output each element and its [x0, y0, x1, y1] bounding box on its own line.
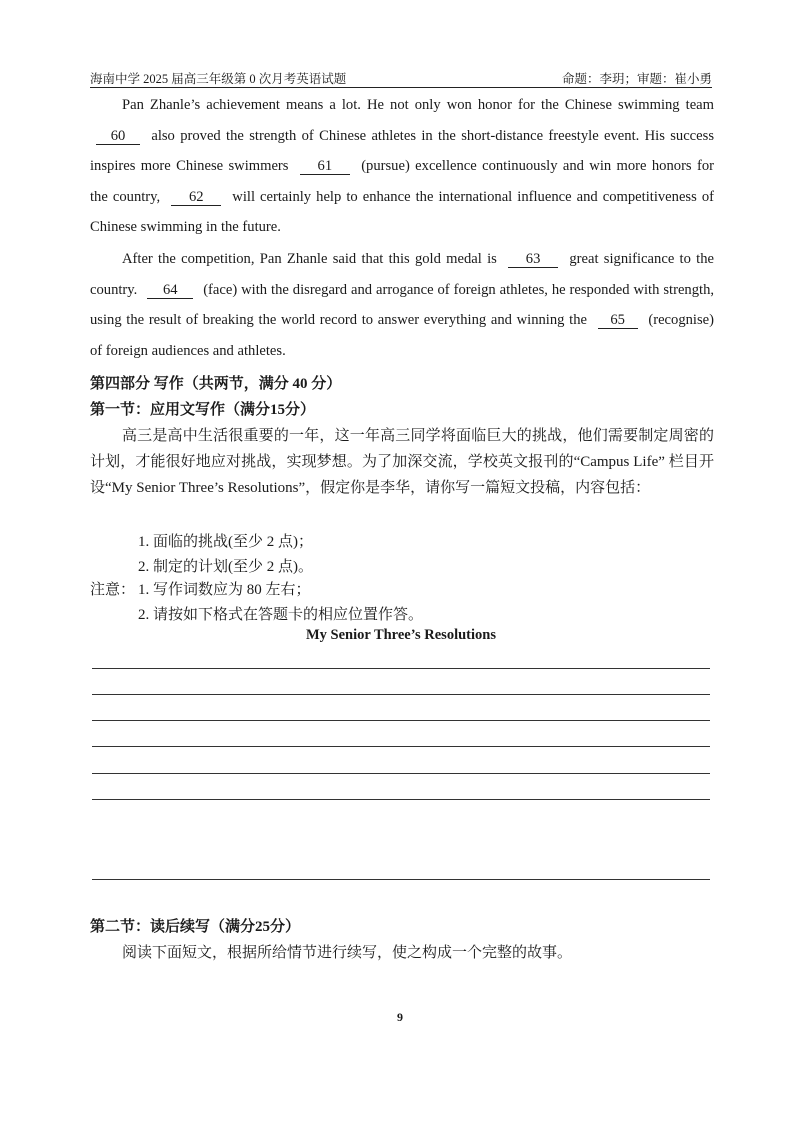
text: will certainly help to enhance the international influence and competitiveness of Chinese swimming in the future. — [90, 188, 714, 235]
text: Pan Zhanle’s achievement means a lot. He not only won honor for the Chinese swimming team — [122, 97, 714, 113]
blank-61[interactable]: 61 — [300, 159, 350, 175]
requirement-item-2: 2. 制定的计划(至少 2 点)。 — [138, 559, 313, 575]
page-header — [90, 67, 712, 88]
blank-60[interactable]: 60 — [96, 129, 140, 145]
text: great significance to the country. — [90, 251, 714, 298]
note-item-1: 1. 写作词数应为 80 左右； — [138, 582, 311, 598]
part4-title: 第四部分 写作（共两节，满分 40 分） — [90, 376, 342, 392]
blank-63[interactable]: 63 — [508, 252, 558, 268]
writing-line[interactable] — [92, 668, 710, 669]
text: (recognise) of foreign audiences and athletes. — [90, 312, 714, 359]
writing-line[interactable] — [92, 694, 710, 695]
passage-paragraph-2 — [90, 244, 714, 366]
writing-line[interactable] — [92, 720, 710, 721]
writing-line[interactable] — [92, 773, 710, 774]
writing-line[interactable] — [92, 799, 710, 800]
text: (face) with the disregard and arrogance of foreign athletes, he responded with strength, using the result of breaking the world record to answer everything and winning the — [90, 281, 715, 328]
requirement-item-1: 1. 面临的挑战(至少 2 点)； — [138, 534, 313, 550]
essay-title: My Senior Three’s Resolutions — [306, 627, 496, 643]
section1-prompt: 高三是高中生活很重要的一年，这一年高三同学将面临巨大的挑战，他们需要制定周密的计划，才能很好地应对挑战，实现梦想。为了加深交流，学校英文报刊的“Campus Life” 栏目开设“My Senior Three’s Resolutions”，假定你是李华，请你写一篇短文投稿，内容包括： — [90, 428, 714, 496]
section2-title: 第二节：读后续写（满分25分） — [90, 919, 301, 935]
note-label: 注意： — [90, 582, 136, 598]
text: also proved the strength of Chinese athletes in the short-distance freestyle event. His success inspires more Chinese swimmers — [90, 127, 714, 174]
writing-line[interactable] — [92, 879, 710, 880]
text: After the competition, Pan Zhanle said that this gold medal is — [122, 251, 497, 267]
blank-64[interactable]: 64 — [147, 283, 193, 299]
writing-line[interactable] — [92, 746, 710, 747]
section2-prompt: 阅读下面短文，根据所给情节进行续写，使之构成一个完整的故事。 — [122, 945, 573, 961]
section1-title: 第一节：应用文写作（满分15分） — [90, 402, 316, 418]
note-item-2: 2. 请按如下格式在答题卡的相应位置作答。 — [138, 607, 424, 623]
header-exam-title: 海南中学 2025 届高三年级第 0 次月考英语试题 — [90, 72, 347, 86]
passage-paragraph-1 — [90, 90, 714, 243]
blank-65[interactable]: 65 — [598, 313, 638, 329]
header-authors: 命题：李玥；审题：崔小勇 — [561, 72, 712, 86]
page-number: 9 — [397, 1010, 403, 1024]
blank-62[interactable]: 62 — [171, 190, 221, 206]
text: (pursue) excellence continuously and win more honors for the country, — [90, 158, 714, 205]
